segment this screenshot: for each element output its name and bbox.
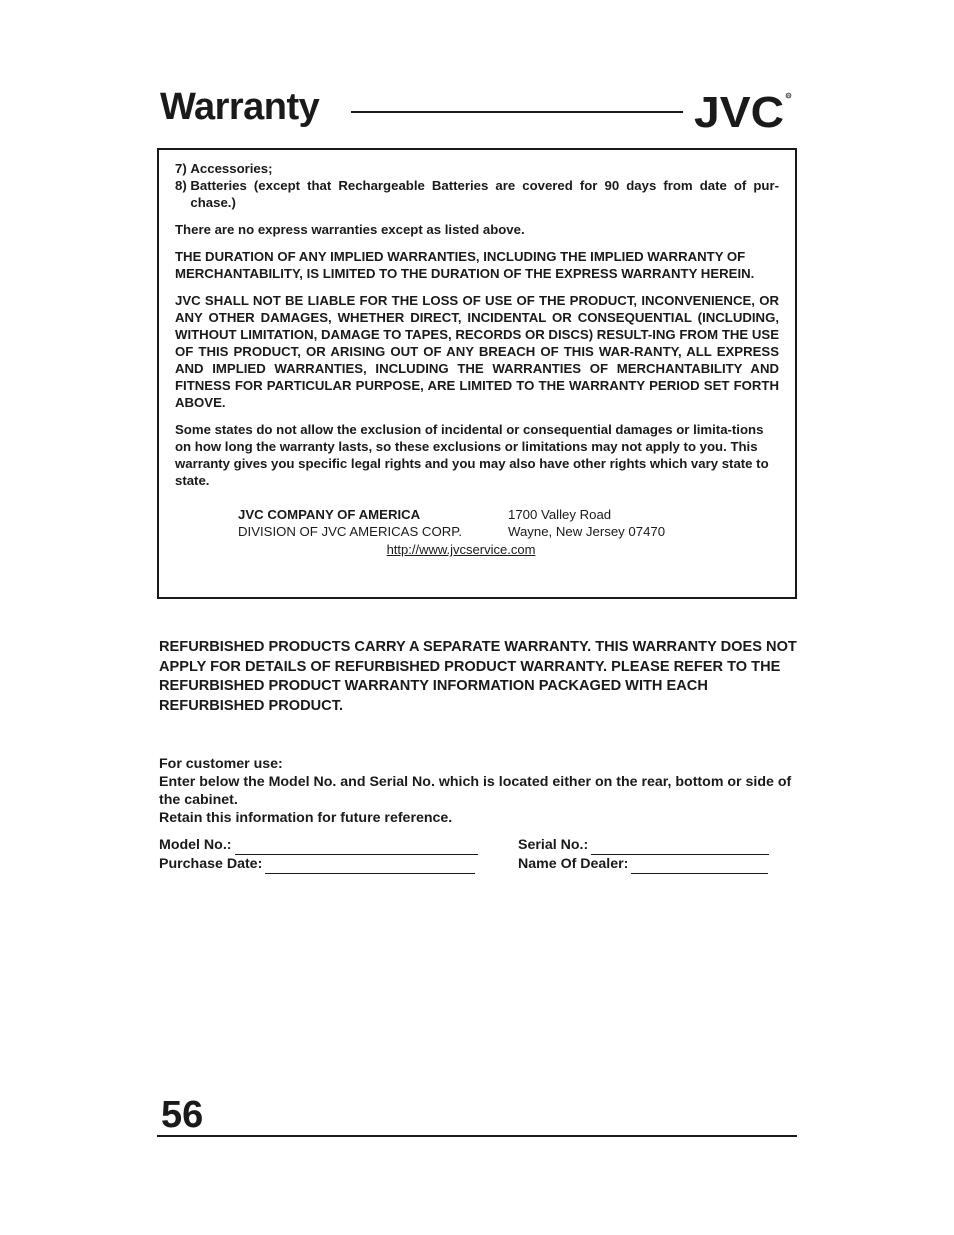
company-url [159, 542, 763, 557]
purchase-date-line[interactable] [265, 861, 475, 874]
serial-number-line[interactable] [591, 842, 769, 855]
no-express-warranty-text: There are no express warranties except as listed above. [175, 222, 525, 237]
purchase-date-field [159, 855, 475, 874]
purchase-date-label: Purchase Date: [159, 856, 263, 872]
title-rule [351, 111, 683, 113]
footer-rule [157, 1135, 797, 1137]
list-item [175, 160, 779, 177]
warranty-terms-text [175, 160, 779, 489]
company-name: JVC COMPANY OF AMERICA [238, 507, 421, 522]
company-address [238, 506, 758, 540]
list-item [175, 177, 779, 211]
customer-use-section [159, 755, 799, 827]
serial-number-field [518, 836, 769, 855]
state-rights-text: Some states do not allow the exclusion of incidental or consequential damages or limita-tions on how long the warranty lasts, so these exclusions or limitations may not apply to you. This warranty gives you specific legal rights and you may also have other rights which vary state to state. [175, 422, 769, 488]
model-number-label: Model No.: [159, 837, 232, 853]
customer-fields [159, 836, 799, 874]
page-number: 56 [161, 1094, 204, 1136]
service-website-link[interactable]: http://www.jvcservice.com [386, 542, 536, 557]
customer-use-instructions: Enter below the Model No. and Serial No. which is located either on the rear, bottom or side of the cabinet. [159, 774, 792, 808]
liability-text: JVC SHALL NOT BE LIABLE FOR THE LOSS OF USE OF THE PRODUCT, INCONVENIENCE, OR ANY OTHER DAMAGES, WHETHER DIRECT, INCIDENTAL OR CONSEQUENTIAL (INCLUDING, WITHOUT LIMITATION, DAMAGE TO TAPES, RECORDS OR DISCS) RESULT-ING FROM THE USE OF THIS PRODUCT, OR ARISING OUT OF ANY BREACH OF THIS WAR-RANTY, ALL EXPRESS AND IMPLIED WARRANTIES, INCLUDING THE WARRANTIES OF MERCHANTABILITY AND FITNESS FOR PARTICULAR PURPOSE, ARE LIMITED TO THE WARRANTY PERIOD SET FORTH ABOVE. [175, 293, 779, 410]
page-title: Warranty [160, 86, 320, 128]
customer-use-heading: For customer use: [159, 756, 283, 772]
dealer-name-label: Name Of Dealer: [518, 856, 629, 872]
refurbished-warranty-notice: REFURBISHED PRODUCTS CARRY A SEPARATE WARRANTY. THIS WARRANTY DOES NOT APPLY FOR DETAILS OF REFURBISHED PRODUCT WARRANTY. PLEASE REFER TO THE REFURBISHED PRODUCT WARRANTY INFORMATION PACKAGED WITH EACH REFURBISHED PRODUCT. [159, 639, 797, 714]
list-item-text: Accessories; [190, 161, 273, 176]
list-item-text: Batteries (except that Rechargeable Batteries are covered for 90 days from date of pur-chase.) [190, 178, 779, 210]
company-division: DIVISION OF JVC AMERICAS CORP. [238, 524, 462, 539]
model-number-field [159, 836, 478, 855]
model-number-line[interactable] [235, 842, 478, 855]
implied-warranty-duration-text: THE DURATION OF ANY IMPLIED WARRANTIES, INCLUDING THE IMPLIED WARRANTY OF MERCHANTABILITY, IS LIMITED TO THE DURATION OF THE EXPRESS WARRANTY HEREIN. [175, 249, 755, 281]
customer-use-retain: Retain this information for future reference. [159, 810, 453, 826]
svg-text:R: R [787, 94, 790, 98]
company-street: 1700 Valley Road [508, 507, 612, 522]
warranty-terms-box [157, 148, 797, 599]
dealer-name-line[interactable] [631, 861, 768, 874]
jvc-logo-text: JVC [694, 91, 784, 131]
list-item-number: 7) [175, 161, 191, 176]
company-city: Wayne, New Jersey 07470 [508, 524, 666, 539]
list-item-number: 8) [175, 178, 191, 193]
dealer-name-field [518, 855, 768, 874]
serial-number-label: Serial No.: [518, 837, 589, 853]
jvc-logo-icon [694, 91, 792, 131]
